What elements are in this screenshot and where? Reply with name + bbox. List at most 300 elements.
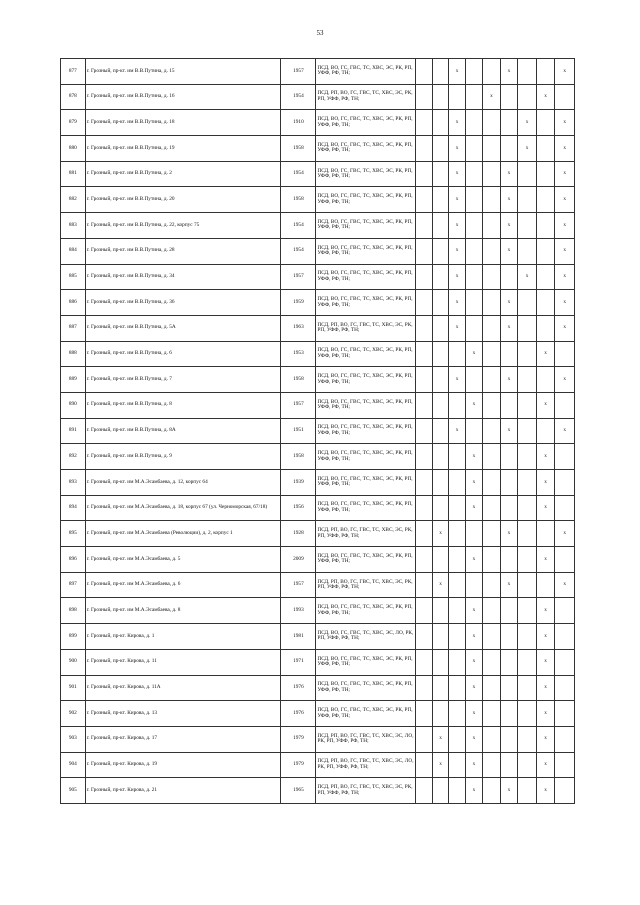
mark-cell: x bbox=[536, 495, 555, 521]
mark-cell: x bbox=[449, 136, 465, 162]
mark-cell: x bbox=[500, 521, 518, 547]
mark-cell bbox=[536, 290, 555, 316]
mark-cell bbox=[416, 290, 432, 316]
address-cell: г. Грозный, пр-кт. им В.В.Путина, д. 34 bbox=[85, 264, 281, 290]
mark-cell bbox=[432, 161, 448, 187]
mark-cell bbox=[536, 213, 555, 239]
row-number: 899 bbox=[61, 624, 86, 650]
address-cell: г. Грозный, пр-кт. им В.В.Путина, д. 7 bbox=[85, 367, 281, 393]
mark-cell bbox=[518, 598, 537, 624]
mark-cell bbox=[500, 675, 518, 701]
mark-cell: x bbox=[449, 110, 465, 136]
year-cell: 1958 bbox=[281, 444, 316, 470]
year-cell: 1958 bbox=[281, 367, 316, 393]
address-cell: г. Грозный, пр-кт. им М.А.Эсамбаева, д. 18, корпус 67 (ул. Черноморская, 67/18) bbox=[85, 495, 281, 521]
mark-cell bbox=[555, 341, 575, 367]
mark-cell bbox=[500, 136, 518, 162]
table-row bbox=[61, 187, 575, 213]
mark-cell bbox=[536, 110, 555, 136]
mark-cell bbox=[432, 315, 448, 341]
mark-cell bbox=[449, 701, 465, 727]
mark-cell: x bbox=[536, 598, 555, 624]
mark-cell bbox=[500, 598, 518, 624]
year-cell: 1910 bbox=[281, 110, 316, 136]
mark-cell bbox=[416, 547, 432, 573]
mark-cell: x bbox=[432, 521, 448, 547]
row-number: 887 bbox=[61, 315, 86, 341]
mark-cell bbox=[500, 84, 518, 110]
mark-cell: x bbox=[449, 161, 465, 187]
mark-cell bbox=[416, 495, 432, 521]
mark-cell bbox=[555, 778, 575, 804]
mark-cell: x bbox=[432, 572, 448, 598]
mark-cell bbox=[465, 59, 483, 85]
mark-cell bbox=[483, 495, 501, 521]
row-number: 884 bbox=[61, 238, 86, 264]
row-number: 894 bbox=[61, 495, 86, 521]
address-cell: г. Грозный, пр-кт. им В.В.Путина, д. 22, корпус 75 bbox=[85, 213, 281, 239]
mark-cell bbox=[555, 495, 575, 521]
table-row bbox=[61, 701, 575, 727]
address-cell: г. Грозный, пр-кт. им М.А.Эсамбаева, д. 8 bbox=[85, 598, 281, 624]
table-row bbox=[61, 290, 575, 316]
mark-cell bbox=[483, 521, 501, 547]
mark-cell bbox=[536, 187, 555, 213]
mark-cell bbox=[555, 470, 575, 496]
housing-registry-table bbox=[60, 58, 575, 804]
mark-cell bbox=[416, 675, 432, 701]
mark-cell: x bbox=[555, 367, 575, 393]
mark-cell: x bbox=[500, 367, 518, 393]
mark-cell bbox=[500, 752, 518, 778]
mark-cell: x bbox=[500, 572, 518, 598]
row-number: 901 bbox=[61, 675, 86, 701]
mark-cell bbox=[483, 341, 501, 367]
mark-cell bbox=[416, 649, 432, 675]
row-number: 886 bbox=[61, 290, 86, 316]
year-cell: 1979 bbox=[281, 726, 316, 752]
mark-cell bbox=[449, 444, 465, 470]
table-row bbox=[61, 649, 575, 675]
mark-cell bbox=[500, 649, 518, 675]
mark-cell bbox=[483, 264, 501, 290]
year-cell: 1954 bbox=[281, 84, 316, 110]
mark-cell bbox=[432, 624, 448, 650]
mark-cell: x bbox=[555, 521, 575, 547]
mark-cell bbox=[416, 726, 432, 752]
mark-cell bbox=[449, 495, 465, 521]
mark-cell bbox=[518, 418, 537, 444]
mark-cell: x bbox=[555, 572, 575, 598]
mark-cell bbox=[432, 59, 448, 85]
mark-cell bbox=[518, 624, 537, 650]
row-number: 892 bbox=[61, 444, 86, 470]
mark-cell bbox=[483, 59, 501, 85]
address-cell: г. Грозный, пр-кт. Кирова, д. 19 bbox=[85, 752, 281, 778]
mark-cell: x bbox=[500, 315, 518, 341]
row-number: 878 bbox=[61, 84, 86, 110]
year-cell: 1958 bbox=[281, 136, 316, 162]
table-row bbox=[61, 521, 575, 547]
address-cell: г. Грозный, пр-кт. им В.В.Путина, д. 6 bbox=[85, 341, 281, 367]
mark-cell bbox=[518, 495, 537, 521]
mark-cell bbox=[416, 136, 432, 162]
mark-cell bbox=[483, 649, 501, 675]
year-cell: 1993 bbox=[281, 598, 316, 624]
mark-cell bbox=[555, 726, 575, 752]
address-cell: г. Грозный, пр-кт. Кирова, д. 1 bbox=[85, 624, 281, 650]
year-cell: 1928 bbox=[281, 521, 316, 547]
mark-cell bbox=[518, 367, 537, 393]
mark-cell bbox=[432, 84, 448, 110]
table-row bbox=[61, 752, 575, 778]
systems-cell: ПСД, ВО, ГС, ГВС, ТС, ХВС, ЭС, РК, РП, УФФ, РФ, ТН; bbox=[316, 264, 416, 290]
table-row bbox=[61, 264, 575, 290]
mark-cell bbox=[432, 341, 448, 367]
mark-cell bbox=[483, 701, 501, 727]
mark-cell bbox=[518, 701, 537, 727]
mark-cell bbox=[465, 418, 483, 444]
mark-cell bbox=[483, 238, 501, 264]
mark-cell: x bbox=[500, 778, 518, 804]
mark-cell bbox=[465, 238, 483, 264]
mark-cell bbox=[416, 84, 432, 110]
mark-cell bbox=[518, 392, 537, 418]
mark-cell bbox=[432, 649, 448, 675]
mark-cell bbox=[518, 752, 537, 778]
mark-cell bbox=[416, 59, 432, 85]
mark-cell bbox=[416, 110, 432, 136]
address-cell: г. Грозный, пр-кт. Кирова, д. 13 bbox=[85, 701, 281, 727]
mark-cell bbox=[432, 136, 448, 162]
mark-cell bbox=[416, 572, 432, 598]
mark-cell bbox=[432, 290, 448, 316]
mark-cell bbox=[536, 572, 555, 598]
table-row bbox=[61, 341, 575, 367]
mark-cell bbox=[536, 367, 555, 393]
mark-cell bbox=[416, 315, 432, 341]
mark-cell bbox=[483, 367, 501, 393]
table-row bbox=[61, 315, 575, 341]
mark-cell bbox=[465, 136, 483, 162]
mark-cell: x bbox=[536, 470, 555, 496]
table-row bbox=[61, 161, 575, 187]
mark-cell bbox=[449, 624, 465, 650]
row-number: 893 bbox=[61, 470, 86, 496]
mark-cell bbox=[416, 187, 432, 213]
address-cell: г. Грозный, пр-кт. им В.В.Путина, д. 19 bbox=[85, 136, 281, 162]
mark-cell bbox=[483, 213, 501, 239]
systems-cell: ПСД, ВО, ГС, ГВС, ТС, ХВС, ЭС, РК, РП, УФФ, РФ, ТН; bbox=[316, 547, 416, 573]
mark-cell: x bbox=[518, 264, 537, 290]
mark-cell bbox=[465, 187, 483, 213]
mark-cell bbox=[449, 675, 465, 701]
mark-cell bbox=[518, 726, 537, 752]
mark-cell bbox=[432, 213, 448, 239]
row-number: 902 bbox=[61, 701, 86, 727]
year-cell: 1959 bbox=[281, 290, 316, 316]
row-number: 904 bbox=[61, 752, 86, 778]
mark-cell bbox=[432, 495, 448, 521]
mark-cell bbox=[483, 161, 501, 187]
mark-cell bbox=[500, 264, 518, 290]
mark-cell bbox=[432, 470, 448, 496]
mark-cell: x bbox=[555, 418, 575, 444]
mark-cell: x bbox=[536, 701, 555, 727]
mark-cell bbox=[536, 315, 555, 341]
systems-cell: ПСД, ВО, ГС, ГВС, ТС, ХВС, ЭС, РК, РП, УФФ, РФ, ТН; bbox=[316, 675, 416, 701]
row-number: 895 bbox=[61, 521, 86, 547]
year-cell: 1956 bbox=[281, 495, 316, 521]
mark-cell bbox=[500, 547, 518, 573]
mark-cell bbox=[449, 392, 465, 418]
mark-cell bbox=[483, 110, 501, 136]
mark-cell bbox=[449, 547, 465, 573]
year-cell: 1963 bbox=[281, 315, 316, 341]
mark-cell bbox=[518, 290, 537, 316]
mark-cell bbox=[432, 264, 448, 290]
mark-cell bbox=[536, 59, 555, 85]
mark-cell bbox=[449, 572, 465, 598]
mark-cell: x bbox=[536, 649, 555, 675]
mark-cell: x bbox=[555, 238, 575, 264]
mark-cell bbox=[483, 598, 501, 624]
row-number: 881 bbox=[61, 161, 86, 187]
table-row bbox=[61, 238, 575, 264]
mark-cell: x bbox=[555, 110, 575, 136]
systems-cell: ПСД, ВО, ГС, ГВС, ТС, ХВС, ЭС, РК, РП, УФФ, РФ, ТН; bbox=[316, 444, 416, 470]
mark-cell bbox=[500, 624, 518, 650]
mark-cell bbox=[518, 675, 537, 701]
mark-cell bbox=[449, 726, 465, 752]
row-number: 883 bbox=[61, 213, 86, 239]
systems-cell: ПСД, ВО, ГС, ГВС, ТС, ХВС, ЭС, РК, РП, УФФ, РФ, ТН; bbox=[316, 187, 416, 213]
mark-cell: x bbox=[536, 444, 555, 470]
mark-cell: x bbox=[465, 341, 483, 367]
mark-cell: x bbox=[536, 547, 555, 573]
mark-cell bbox=[465, 572, 483, 598]
mark-cell bbox=[432, 392, 448, 418]
mark-cell bbox=[518, 59, 537, 85]
mark-cell bbox=[449, 341, 465, 367]
table-row bbox=[61, 110, 575, 136]
table-row bbox=[61, 136, 575, 162]
mark-cell bbox=[416, 624, 432, 650]
systems-cell: ПСД, ВО, ГС, ГВС, ТС, ХВС, ЭС, РК, РП, УФФ, РФ, ТН; bbox=[316, 367, 416, 393]
table-row bbox=[61, 84, 575, 110]
address-cell: г. Грозный, пр-кт. им В.В.Путина, д. 9 bbox=[85, 444, 281, 470]
year-cell: 1954 bbox=[281, 238, 316, 264]
address-cell: г. Грозный, пр-кт. им В.В.Путина, д. 5А bbox=[85, 315, 281, 341]
mark-cell bbox=[500, 444, 518, 470]
address-cell: г. Грозный, пр-кт. им М.А.Эсамбаева (Революции), д. 2, корпус 1 bbox=[85, 521, 281, 547]
systems-cell: ПСД, ВО, ГС, ГВС, ТС, ХВС, ЭС, ЛО, РК, РП, УФФ, РФ, ТН; bbox=[316, 624, 416, 650]
systems-cell: ПСД, ВО, ГС, ГВС, ТС, ХВС, ЭС, РК, РП, УФФ, РФ, ТН; bbox=[316, 470, 416, 496]
systems-cell: ПСД, ВО, ГС, ГВС, ТС, ХВС, ЭС, РК, РП, УФФ, РФ, ТН; bbox=[316, 598, 416, 624]
mark-cell bbox=[432, 778, 448, 804]
mark-cell bbox=[555, 649, 575, 675]
mark-cell bbox=[518, 84, 537, 110]
systems-cell: ПСД, ВО, ГС, ГВС, ТС, ХВС, ЭС, РК, РП, УФФ, РФ, ТН; bbox=[316, 341, 416, 367]
mark-cell bbox=[555, 624, 575, 650]
mark-cell: x bbox=[483, 84, 501, 110]
year-cell: 1954 bbox=[281, 213, 316, 239]
mark-cell bbox=[555, 547, 575, 573]
systems-cell: ПСД, ВО, ГС, ГВС, ТС, ХВС, ЭС, РК, РП, УФФ, РФ, ТН; bbox=[316, 392, 416, 418]
mark-cell bbox=[483, 290, 501, 316]
mark-cell bbox=[432, 418, 448, 444]
mark-cell bbox=[518, 778, 537, 804]
row-number: 889 bbox=[61, 367, 86, 393]
row-number: 882 bbox=[61, 187, 86, 213]
mark-cell bbox=[500, 392, 518, 418]
address-cell: г. Грозный, пр-кт. им В.В.Путина, д. 15 bbox=[85, 59, 281, 85]
mark-cell bbox=[483, 726, 501, 752]
mark-cell bbox=[483, 752, 501, 778]
year-cell: 1957 bbox=[281, 59, 316, 85]
mark-cell: x bbox=[465, 444, 483, 470]
address-cell: г. Грозный, пр-кт. им В.В.Путина, д. 16 bbox=[85, 84, 281, 110]
year-cell: 1958 bbox=[281, 187, 316, 213]
year-cell: 1954 bbox=[281, 161, 316, 187]
systems-cell: ПСД, ВО, ГС, ГВС, ТС, ХВС, ЭС, РК, РП, УФФ, РФ, ТН; bbox=[316, 495, 416, 521]
mark-cell: x bbox=[555, 59, 575, 85]
mark-cell bbox=[432, 444, 448, 470]
row-number: 890 bbox=[61, 392, 86, 418]
mark-cell bbox=[465, 367, 483, 393]
address-cell: г. Грозный, пр-кт. им В.В.Путина, д. 2 bbox=[85, 161, 281, 187]
mark-cell bbox=[483, 187, 501, 213]
mark-cell: x bbox=[465, 470, 483, 496]
mark-cell bbox=[536, 521, 555, 547]
mark-cell bbox=[555, 598, 575, 624]
mark-cell bbox=[483, 778, 501, 804]
mark-cell: x bbox=[449, 264, 465, 290]
mark-cell bbox=[432, 701, 448, 727]
mark-cell bbox=[432, 675, 448, 701]
mark-cell: x bbox=[449, 315, 465, 341]
mark-cell: x bbox=[465, 778, 483, 804]
mark-cell bbox=[465, 110, 483, 136]
mark-cell bbox=[500, 110, 518, 136]
systems-cell: ПСД, ВО, ГС, ГВС, ТС, ХВС, ЭС, РК, РП, УФФ, РФ, ТН; bbox=[316, 701, 416, 727]
mark-cell bbox=[416, 701, 432, 727]
mark-cell bbox=[432, 367, 448, 393]
row-number: 885 bbox=[61, 264, 86, 290]
mark-cell bbox=[483, 418, 501, 444]
address-cell: г. Грозный, пр-кт. им М.А.Эсамбаева, д. 5 bbox=[85, 547, 281, 573]
mark-cell: x bbox=[500, 290, 518, 316]
address-cell: г. Грозный, пр-кт. им В.В.Путина, д. 28 bbox=[85, 238, 281, 264]
year-cell: 1976 bbox=[281, 701, 316, 727]
mark-cell bbox=[555, 752, 575, 778]
mark-cell bbox=[416, 213, 432, 239]
mark-cell bbox=[536, 238, 555, 264]
mark-cell bbox=[449, 598, 465, 624]
table-row bbox=[61, 367, 575, 393]
address-cell: г. Грозный, пр-кт. им В.В.Путина, д. 36 bbox=[85, 290, 281, 316]
year-cell: 1939 bbox=[281, 470, 316, 496]
mark-cell bbox=[416, 264, 432, 290]
year-cell: 1953 bbox=[281, 341, 316, 367]
mark-cell: x bbox=[555, 213, 575, 239]
mark-cell bbox=[518, 547, 537, 573]
mark-cell bbox=[518, 341, 537, 367]
mark-cell bbox=[483, 675, 501, 701]
address-cell: г. Грозный, пр-кт. Кирова, д. 21 bbox=[85, 778, 281, 804]
mark-cell bbox=[500, 701, 518, 727]
mark-cell: x bbox=[465, 752, 483, 778]
systems-cell: ПСД, ВО, ГС, ГВС, ТС, ХВС, ЭС, РК, РП, УФФ, РФ, ТН; bbox=[316, 136, 416, 162]
year-cell: 1957 bbox=[281, 392, 316, 418]
row-number: 877 bbox=[61, 59, 86, 85]
systems-cell: ПСД, ВО, ГС, ГВС, ТС, ХВС, ЭС, РК, РП, УФФ, РФ, ТН; bbox=[316, 110, 416, 136]
mark-cell: x bbox=[500, 213, 518, 239]
mark-cell bbox=[449, 470, 465, 496]
mark-cell bbox=[416, 341, 432, 367]
mark-cell bbox=[555, 392, 575, 418]
mark-cell: x bbox=[536, 675, 555, 701]
mark-cell bbox=[416, 752, 432, 778]
systems-cell: ПСД, РП, ВО, ГС, ГВС, ТС, ХВС, ЭС, РК, РП, УФФ, РФ, ТН; bbox=[316, 572, 416, 598]
year-cell: 1965 bbox=[281, 778, 316, 804]
address-cell: г. Грозный, пр-кт. им В.В.Путина, д. 8А bbox=[85, 418, 281, 444]
systems-cell: ПСД, ВО, ГС, ГВС, ТС, ХВС, ЭС, РК, РП, УФФ, РФ, ТН; bbox=[316, 213, 416, 239]
table-row bbox=[61, 598, 575, 624]
mark-cell bbox=[518, 521, 537, 547]
address-cell: г. Грозный, пр-кт. Кирова, д. 11А bbox=[85, 675, 281, 701]
mark-cell: x bbox=[449, 367, 465, 393]
mark-cell bbox=[518, 649, 537, 675]
mark-cell bbox=[518, 161, 537, 187]
table-row bbox=[61, 675, 575, 701]
mark-cell bbox=[416, 598, 432, 624]
mark-cell: x bbox=[465, 701, 483, 727]
address-cell: г. Грозный, пр-кт. им В.В.Путина, д. 18 bbox=[85, 110, 281, 136]
address-cell: г. Грозный, пр-кт. им В.В.Путина, д. 8 bbox=[85, 392, 281, 418]
mark-cell: x bbox=[536, 392, 555, 418]
address-cell: г. Грозный, пр-кт. Кирова, д. 17 bbox=[85, 726, 281, 752]
mark-cell bbox=[536, 161, 555, 187]
mark-cell bbox=[483, 392, 501, 418]
mark-cell: x bbox=[449, 418, 465, 444]
mark-cell: x bbox=[465, 392, 483, 418]
mark-cell: x bbox=[465, 495, 483, 521]
systems-cell: ПСД, ВО, ГС, ГВС, ТС, ХВС, ЭС, РК, РП, УФФ, РФ, ТН; bbox=[316, 418, 416, 444]
systems-cell: ПСД, РП, ВО, ГС, ГВС, ТС, ХВС, ЭС, РК, РП, УФФ, РФ, ТН; bbox=[316, 521, 416, 547]
mark-cell: x bbox=[432, 752, 448, 778]
mark-cell bbox=[449, 752, 465, 778]
mark-cell bbox=[416, 418, 432, 444]
mark-cell: x bbox=[449, 290, 465, 316]
mark-cell bbox=[416, 161, 432, 187]
mark-cell: x bbox=[536, 752, 555, 778]
address-cell: г. Грозный, пр-кт. им В.В.Путина, д. 20 bbox=[85, 187, 281, 213]
mark-cell bbox=[555, 84, 575, 110]
row-number: 879 bbox=[61, 110, 86, 136]
mark-cell bbox=[432, 598, 448, 624]
mark-cell bbox=[449, 649, 465, 675]
table-row bbox=[61, 470, 575, 496]
mark-cell bbox=[536, 264, 555, 290]
mark-cell bbox=[500, 470, 518, 496]
systems-cell: ПСД, РП, ВО, ГС, ГВС, ТС, ХВС, ЭС, РК, РП, УФФ, РФ, ТН; bbox=[316, 778, 416, 804]
table-row bbox=[61, 444, 575, 470]
mark-cell bbox=[465, 264, 483, 290]
table-row bbox=[61, 418, 575, 444]
mark-cell bbox=[449, 84, 465, 110]
mark-cell: x bbox=[449, 187, 465, 213]
